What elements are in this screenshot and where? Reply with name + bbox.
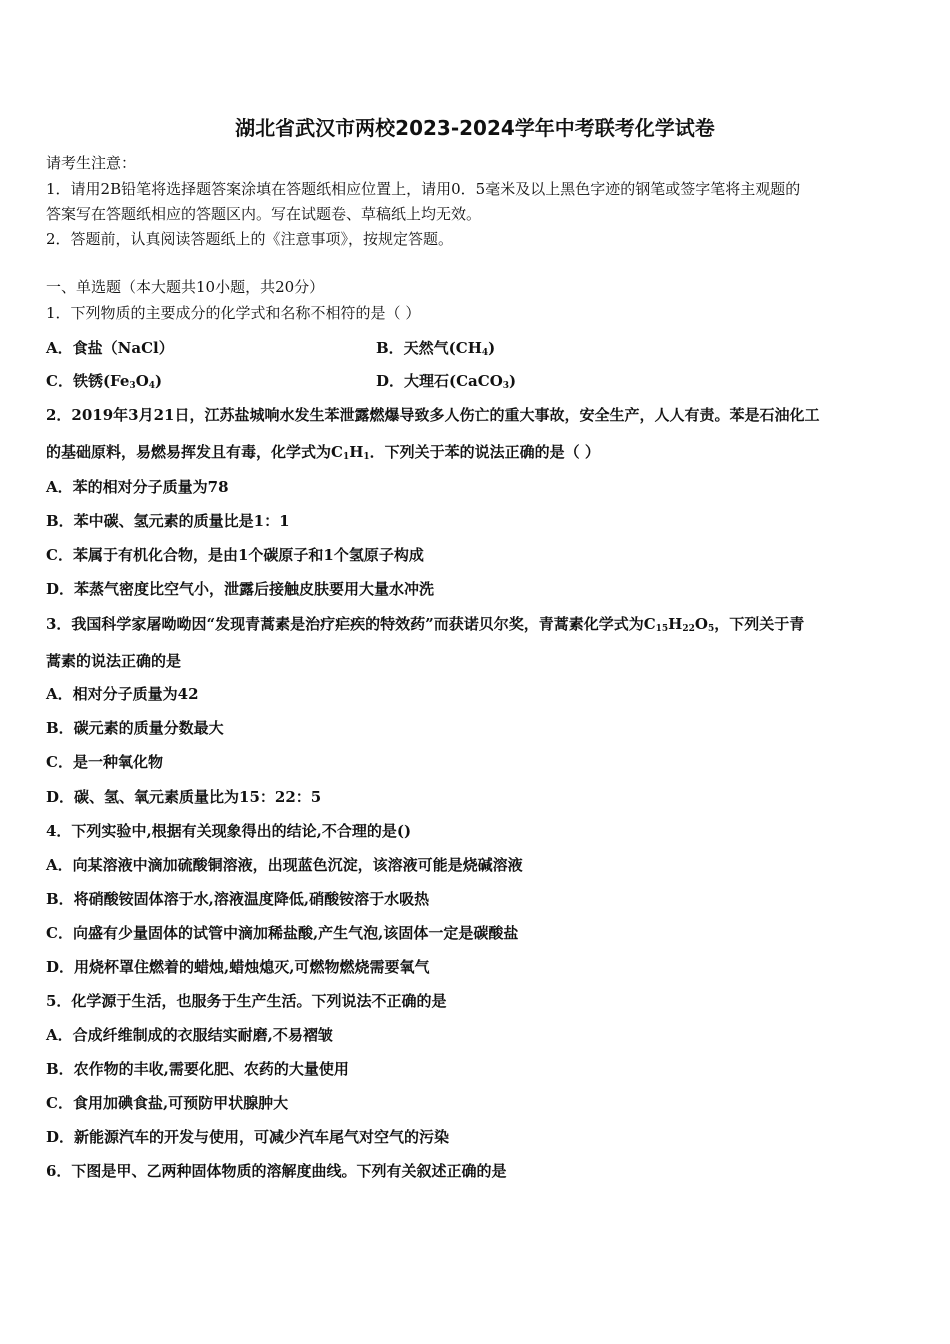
question-2-stem-b: 的基础原料，易燃易挥发且有毒，化学式为$C_1H_1$．下列关于苯的说法正确的是（ ） [46,443,600,462]
question-2-stem-a: 2．2019年3月21日，江苏盐城响水发生苯泄露燃爆导致多人伤亡的重大事故，安全生产，人人有责。苯是石油化工 [46,406,820,424]
question-3-stem-a: 3．我国科学家屠呦呦因“发现青蒿素是治疗疟疾的特效药”而获诺贝尔奖，青蒿素化学式为$C_{15}H_{22}O_5$，下列关于青 [46,615,805,634]
page-title: 湖北省武汉市两校2023-2024学年中考联考化学试卷 [235,116,715,140]
notice-heading: 请考生注意： [46,154,137,172]
question-5-option-a: A．合成纤维制成的衣服结实耐磨,不易褶皱 [46,1026,333,1044]
question-1-stem: 1．下列物质的主要成分的化学式和名称不相符的是（ ） [46,304,421,322]
question-4-option-b: B．将硝酸铵固体溶于水,溶液温度降低,硝酸铵溶于水吸热 [46,890,430,908]
question-2-option-d: D．苯蒸气密度比空气小，泄露后接触皮肤要用大量水冲洗 [46,580,435,598]
question-1-option-c: C．铁锈$(Fe_3O_4)$ [46,372,163,391]
question-3-option-b: B．碳元素的质量分数最大 [46,719,224,737]
notice-item-1a: 1．请用2B铅笔将选择题答案涂填在答题纸相应位置上，请用0．5毫米及以上黑色字迹的钢笔或签字笔将主观题的 [46,180,801,198]
question-5-option-b: B．农作物的丰收,需要化肥、农药的大量使用 [46,1060,349,1078]
question-3-option-c: C．是一种氧化物 [46,753,163,771]
question-6-stem: 6．下图是甲、乙两种固体物质的溶解度曲线。下列有关叙述正确的是 [46,1162,507,1180]
question-2-option-a: A．苯的相对分子质量为78 [46,478,229,496]
section-heading: 一、单选题（本大题共10小题，共20分） [46,278,325,296]
question-4-stem: 4．下列实验中,根据有关现象得出的结论,不合理的是() [46,822,412,840]
question-2-option-b: B．苯中碳、氢元素的质量比是1：1 [46,512,290,530]
notice-item-1b: 答案写在答题纸相应的答题区内。写在试题卷、草稿纸上均无效。 [46,205,482,223]
notice-item-2: 2．答题前，认真阅读答题纸上的《注意事项》，按规定答题。 [46,230,454,248]
question-5-option-c: C．食用加碘食盐,可预防甲状腺肿大 [46,1094,289,1112]
question-1-option-a: A．食盐（NaCl） [46,339,174,357]
question-1-option-b: B．天然气$(CH_4)$ [376,339,496,358]
question-5-option-d: D．新能源汽车的开发与使用，可减少汽车尾气对空气的污染 [46,1128,450,1146]
question-5-stem: 5．化学源于生活，也服务于生产生活。下列说法不正确的是 [46,992,447,1010]
question-4-option-a: A．向某溶液中滴加硫酸铜溶液，出现蓝色沉淀，该溶液可能是烧碱溶液 [46,856,523,874]
question-3-option-a: A．相对分子质量为42 [46,685,199,703]
question-3-option-d: D．碳、氢、氧元素质量比为15：22：5 [46,788,322,806]
question-4-option-c: C．向盛有少量固体的试管中滴加稀盐酸,产生气泡,该固体一定是碳酸盐 [46,924,519,942]
question-3-stem-b: 蒿素的说法正确的是 [46,652,182,670]
question-1-option-d: D．大理石(CaCO$_3$) [376,372,517,391]
question-4-option-d: D．用烧杯罩住燃着的蜡烛,蜡烛熄灭,可燃物燃烧需要氧气 [46,958,430,976]
question-2-option-c: C．苯属于有机化合物，是由1个碳原子和1个氢原子构成 [46,546,424,564]
